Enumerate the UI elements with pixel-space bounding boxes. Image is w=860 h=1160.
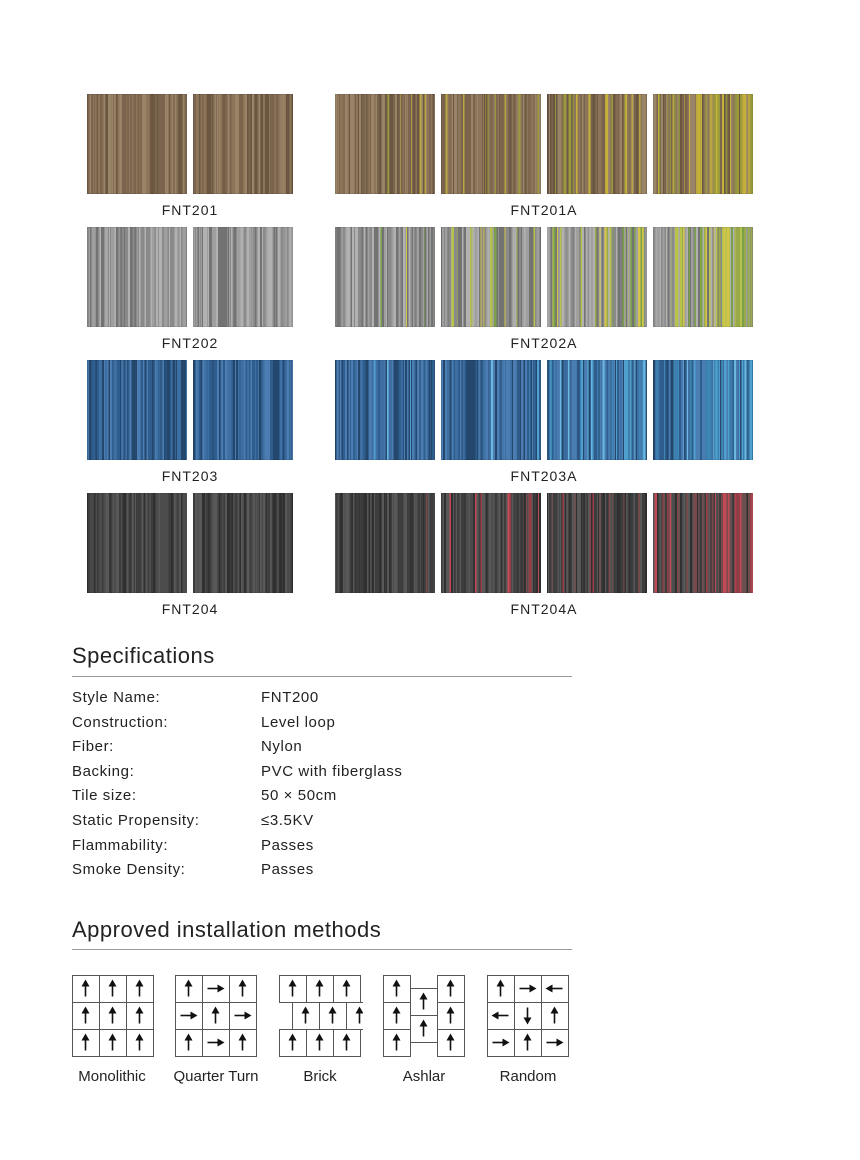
random-grid-icon	[487, 975, 571, 1059]
swatch-label: FNT201	[161, 202, 219, 218]
carpet-tile-swatch	[87, 94, 187, 194]
spec-value: Passes	[261, 861, 314, 879]
quarter-turn-grid-icon	[175, 975, 259, 1059]
arrow-up-icon	[393, 980, 401, 997]
carpet-tile-swatch	[193, 94, 293, 194]
carpet-tile-swatch	[653, 493, 753, 593]
arrow-left-icon	[546, 985, 563, 993]
arrow-right-icon	[547, 1039, 564, 1047]
arrow-up-icon	[343, 980, 351, 997]
arrow-up-icon	[239, 1034, 247, 1051]
spec-key: Tile size:	[72, 787, 137, 805]
arrow-up-icon	[420, 1020, 428, 1037]
carpet-tile-swatch	[441, 94, 541, 194]
spec-value: Level loop	[261, 713, 336, 731]
carpet-tile-swatch	[653, 360, 753, 460]
swatch-label: FNT203A	[510, 468, 578, 484]
arrow-up-icon	[447, 1034, 455, 1051]
arrow-up-icon	[109, 980, 117, 997]
carpet-tile-swatch	[547, 493, 647, 593]
carpet-tile-swatch	[335, 94, 435, 194]
carpet-tile-swatch	[193, 493, 293, 593]
carpet-tile-swatch	[335, 227, 435, 327]
carpet-tile-swatch	[87, 493, 187, 593]
spec-key: Style Name:	[72, 689, 161, 706]
spec-value: ≤3.5KV	[261, 812, 314, 829]
arrow-up-icon	[551, 1007, 559, 1024]
spec-value: Passes	[261, 836, 314, 854]
carpet-tile-swatch	[193, 227, 293, 327]
carpet-tile-swatch	[441, 360, 541, 460]
arrow-up-icon	[212, 1007, 220, 1024]
arrow-up-icon	[289, 980, 297, 997]
arrow-left-icon	[492, 1012, 509, 1020]
arrow-up-icon	[497, 980, 505, 997]
brick-grid-icon	[279, 975, 363, 1059]
arrow-up-icon	[82, 1007, 90, 1024]
installation-method-label: Quarter Turn	[173, 1068, 259, 1085]
carpet-tile-swatch	[547, 227, 647, 327]
spec-value: 50 × 50cm	[261, 787, 337, 805]
installation-method-label: Ashlar	[402, 1068, 446, 1085]
arrow-right-icon	[520, 985, 537, 993]
installation-method-label: Brick	[303, 1068, 337, 1085]
arrow-up-icon	[136, 1007, 144, 1024]
carpet-tile-swatch	[87, 360, 187, 460]
specifications-heading: Specifications	[72, 643, 215, 668]
arrow-up-icon	[393, 1034, 401, 1051]
carpet-tile-swatch	[653, 227, 753, 327]
arrow-up-icon	[185, 1034, 193, 1051]
swatch-label: FNT201A	[510, 202, 578, 218]
installation-divider	[72, 949, 572, 950]
carpet-tile-swatch	[547, 94, 647, 194]
arrow-down-icon	[524, 1008, 532, 1025]
arrow-up-icon	[302, 1007, 310, 1024]
arrow-right-icon	[208, 985, 225, 993]
specifications-divider	[72, 676, 572, 677]
arrow-up-icon	[524, 1034, 532, 1051]
spec-key: Flammability:	[72, 836, 169, 854]
monolithic-grid-icon	[72, 975, 156, 1059]
carpet-tile-swatch	[335, 360, 435, 460]
spec-key: Smoke Density:	[72, 861, 186, 879]
arrow-up-icon	[289, 1034, 297, 1051]
arrow-right-icon	[235, 1012, 252, 1020]
spec-key: Static Propensity:	[72, 812, 200, 829]
installation-method-label: Random	[499, 1068, 557, 1085]
installation-method-label: Monolithic	[78, 1068, 146, 1085]
swatch-label: FNT202A	[510, 335, 578, 351]
arrow-up-icon	[82, 1034, 90, 1051]
ashlar-grid-icon	[383, 975, 467, 1059]
swatch-label: FNT204	[161, 601, 219, 617]
spec-key: Fiber:	[72, 738, 114, 756]
arrow-up-icon	[420, 993, 428, 1010]
spec-value: PVC with fiberglass	[261, 762, 403, 780]
arrow-up-icon	[316, 980, 324, 997]
arrow-up-icon	[82, 980, 90, 997]
arrow-up-icon	[136, 980, 144, 997]
carpet-tile-swatch	[87, 227, 187, 327]
spec-key: Construction:	[72, 713, 169, 731]
arrow-right-icon	[181, 1012, 198, 1020]
carpet-tile-swatch	[193, 360, 293, 460]
swatch-label: FNT202	[161, 335, 219, 351]
arrow-up-icon	[136, 1034, 144, 1051]
arrow-up-icon	[447, 980, 455, 997]
arrow-up-icon	[109, 1034, 117, 1051]
arrow-up-icon	[316, 1034, 324, 1051]
carpet-tile-swatch	[653, 94, 753, 194]
swatch-label: FNT203	[161, 468, 219, 484]
carpet-tile-swatch	[441, 227, 541, 327]
arrow-right-icon	[208, 1039, 225, 1047]
arrow-up-icon	[109, 1007, 117, 1024]
carpet-tile-swatch	[335, 493, 435, 593]
arrow-up-icon	[447, 1007, 455, 1024]
swatch-label: FNT204A	[510, 601, 578, 617]
spec-value: Nylon	[261, 738, 303, 756]
carpet-tile-swatch	[441, 493, 541, 593]
arrow-right-icon	[493, 1039, 510, 1047]
arrow-up-icon	[343, 1034, 351, 1051]
spec-key: Backing:	[72, 762, 135, 780]
arrow-up-icon	[329, 1007, 337, 1024]
arrow-up-icon	[356, 1007, 364, 1024]
tile-cell	[347, 1003, 364, 1030]
spec-value: FNT200	[261, 689, 319, 706]
arrow-up-icon	[185, 980, 193, 997]
arrow-up-icon	[239, 980, 247, 997]
arrow-up-icon	[393, 1007, 401, 1024]
carpet-tile-swatch	[547, 360, 647, 460]
installation-heading: Approved installation methods	[72, 917, 382, 942]
